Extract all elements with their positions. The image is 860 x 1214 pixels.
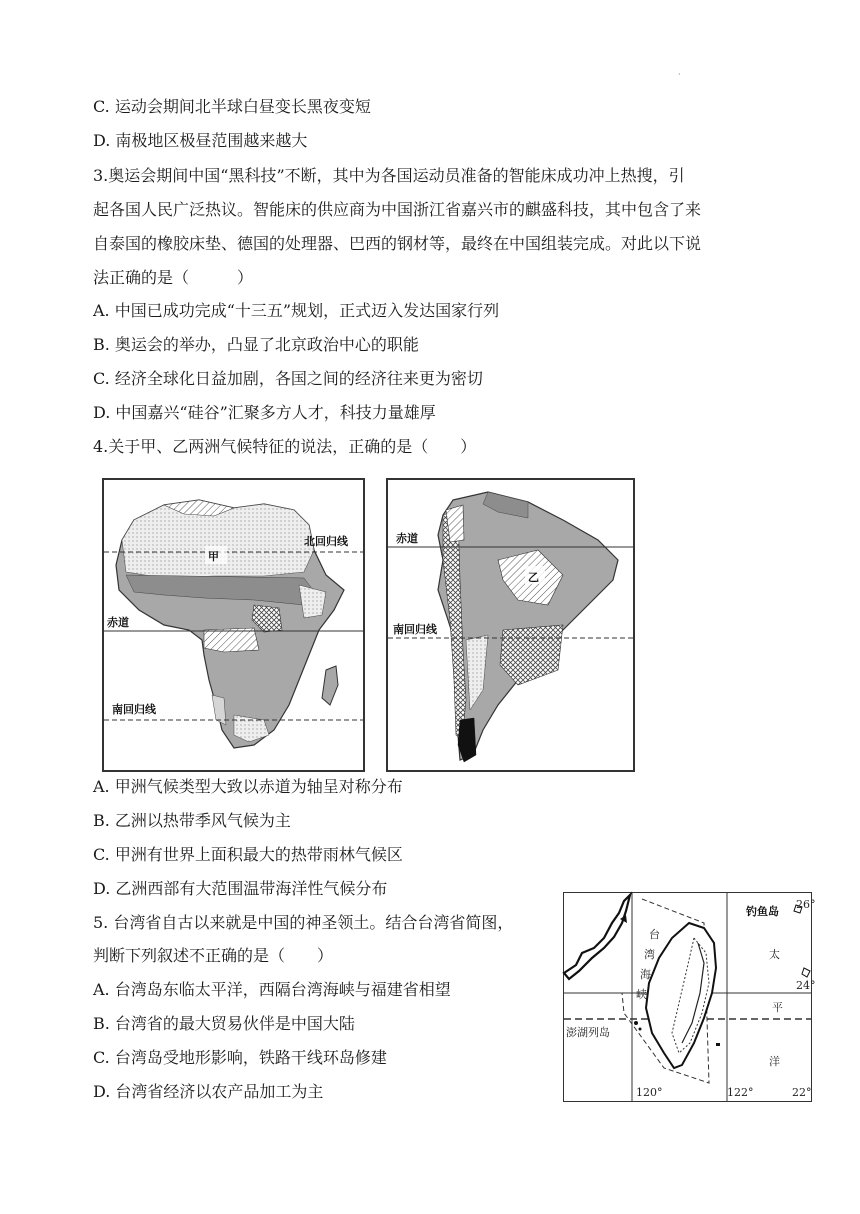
africa-climate-map <box>102 478 365 772</box>
penghu-label: 澎湖列岛 <box>566 1026 610 1039</box>
q3-stem-line-1: 3.奥运会期间中国“黑科技”不断，其中为各国运动员准备的智能床成功冲上热搜，引 <box>93 166 685 185</box>
q4-option-c: C. 甲洲有世界上面积最大的热带雨林气候区 <box>93 845 403 864</box>
samerica-tropic-south-label: 南回归线 <box>393 623 437 636</box>
south-america-climate-map <box>386 478 635 772</box>
strait-label-2: 湾 <box>644 948 655 961</box>
q5-option-b: B. 台湾省的最大贸易伙伴是中国大陆 <box>93 1014 355 1033</box>
q3-stem-line-4: 法正确的是（ ） <box>93 268 254 287</box>
taiwan-map <box>563 892 816 1102</box>
samerica-equator-label: 赤道 <box>396 532 418 545</box>
q4-option-b: B. 乙洲以热带季风气候为主 <box>93 811 291 830</box>
q3-option-d: D. 中国嘉兴“硅谷”汇聚多方人才，科技力量雄厚 <box>93 403 436 422</box>
strait-label-3: 海 <box>640 968 651 981</box>
lon-120-label: 120° <box>636 1086 663 1099</box>
q4-option-d: D. 乙洲西部有大范围温带海洋性气候分布 <box>93 879 388 898</box>
diaoyu-label: 钓鱼岛 <box>746 905 779 918</box>
lat-22-label: 22° <box>792 1086 812 1099</box>
q3-option-a: A. 中国已成功完成“十三五”规划，正式迈入发达国家行列 <box>93 301 500 320</box>
q4-stem: 4.关于甲、乙两洲气候特征的说法，正确的是（ ） <box>93 437 477 456</box>
africa-tropic-south-label: 南回归线 <box>112 703 156 716</box>
madagascar <box>322 666 338 705</box>
pacific-label-yang: 洋 <box>769 1055 780 1068</box>
africa-equator-label: 赤道 <box>107 616 129 629</box>
corner-mark: · <box>678 70 681 79</box>
q5-stem-line-1: 5. 台湾省自古以来就是中国的神圣领土。结合台湾省简图， <box>93 913 514 932</box>
fujian-coast <box>564 895 630 979</box>
q4-option-a: A. 甲洲气候类型大致以赤道为轴呈对称分布 <box>93 777 403 796</box>
taiwan-island <box>646 923 716 1068</box>
q5-option-d: D. 台湾省经济以农产品加工为主 <box>93 1082 324 1101</box>
q3-stem-line-3: 自泰国的橡胶床垫、德国的处理器、巴西的钢材等，最终在中国组装完成。对此以下说 <box>93 234 702 253</box>
lat-24-label: 24° <box>796 979 816 992</box>
q3-option-b: B. 奥运会的举办，凸显了北京政治中心的职能 <box>93 335 419 354</box>
lon-122-label: 122° <box>727 1086 754 1099</box>
q5-stem-line-2: 判断下列叙述不正确的是（ ） <box>93 946 334 965</box>
q2-option-d: D. 南极地区极昼范围越来越大 <box>93 131 308 150</box>
lat-26-label: 26° <box>796 898 816 911</box>
q5-option-c: C. 台湾岛受地形影响，铁路干线环岛修建 <box>93 1048 387 1067</box>
label-yi: 乙 <box>528 571 539 584</box>
q2-option-c: C. 运动会期间北半球白昼变长黑夜变短 <box>93 97 371 116</box>
pacific-label-tai: 太 <box>769 948 780 961</box>
q5-option-a: A. 台湾岛东临太平洋，西隔台湾海峡与福建省相望 <box>93 980 451 999</box>
strait-label-1: 台 <box>649 928 660 941</box>
strait-label-4: 峡 <box>636 988 647 1001</box>
q3-option-c: C. 经济全球化日益加剧，各国之间的经济往来更为密切 <box>93 369 483 388</box>
africa-tropic-north-label: 北回归线 <box>304 535 348 548</box>
pacific-label-ping: 平 <box>772 1001 783 1014</box>
q3-stem-line-2: 起各国人民广泛热议。智能床的供应商为中国浙江省嘉兴市的麒盛科技，其中包含了来 <box>93 200 702 219</box>
label-jia: 甲 <box>208 550 219 563</box>
